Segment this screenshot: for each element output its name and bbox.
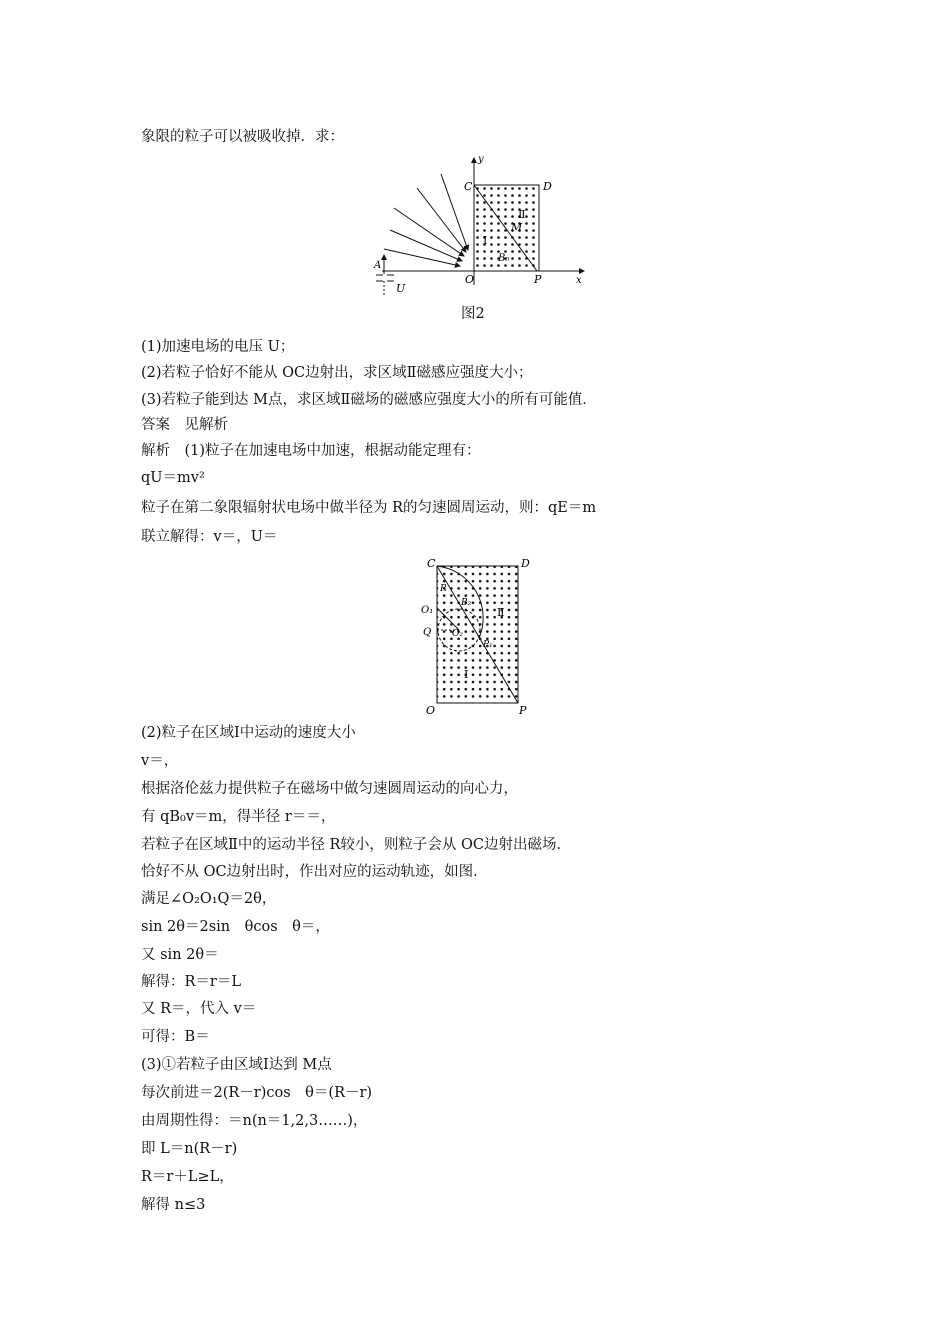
label-O1: O₁ bbox=[421, 605, 434, 616]
label-P: P bbox=[519, 704, 527, 716]
label-C: C bbox=[464, 180, 473, 193]
label-region2: Ⅱ bbox=[518, 208, 526, 221]
solution-line: sin 2θ＝2sin θcos θ＝， bbox=[141, 919, 330, 935]
solution-line: 有 qB₀v＝m，得半径 r＝＝， bbox=[141, 809, 336, 825]
problem-text-line: (2)若粒子恰好不能从 OC边射出，求区域Ⅱ磁感应强度大小； bbox=[141, 365, 533, 381]
label-D: D bbox=[521, 557, 530, 570]
figure-2-caption: 图2 bbox=[461, 306, 485, 322]
solution-line: 解析 (1)粒子在加速电场中加速，根据动能定理有： bbox=[141, 443, 481, 459]
problem-text-line: 象限的粒子可以被吸收掉．求： bbox=[141, 129, 344, 145]
label-region1: Ⅰ bbox=[483, 234, 488, 247]
label-M: M bbox=[511, 221, 523, 234]
solution-line: v＝， bbox=[141, 753, 179, 769]
label-A: A bbox=[374, 260, 382, 271]
problem-text-line: (3)若粒子能到达 M点，求区域Ⅱ磁场的磁感应强度大小的所有可能值． bbox=[141, 392, 597, 408]
answer-line: 答案 见解析 bbox=[141, 417, 228, 433]
solution-line: 根据洛伦兹力提供粒子在磁场中做匀速圆周运动的向心力， bbox=[141, 781, 518, 797]
solution-line: (3)①若粒子由区域Ⅰ达到 M点 bbox=[141, 1057, 332, 1073]
label-D: D bbox=[543, 180, 552, 193]
solution-line: R＝r＋L≥L， bbox=[141, 1169, 234, 1185]
solution-line: 即 L＝n(R－r) bbox=[141, 1141, 238, 1157]
solution-line: 解得 n≤3 bbox=[141, 1197, 206, 1213]
label-y: y bbox=[478, 154, 484, 165]
label-O2: O₂ bbox=[452, 629, 463, 639]
label-P1: P₁ bbox=[483, 640, 493, 650]
solution-line: 又 R＝，代入 v＝ bbox=[141, 1001, 257, 1017]
solution-line: 联立解得：v＝，U＝ bbox=[141, 529, 278, 545]
label-C: C bbox=[427, 557, 436, 570]
label-region1: Ⅰ bbox=[464, 668, 469, 681]
radial-field-lines bbox=[384, 174, 468, 266]
figure-3-diagram bbox=[419, 556, 539, 716]
solution-line: 又 sin 2θ＝ bbox=[141, 947, 219, 963]
solution-line: 解得：R＝r＝L bbox=[141, 974, 241, 990]
solution-line: 若粒子在区域Ⅱ中的运动半径 R较小，则粒子会从 OC边射出磁场． bbox=[141, 837, 571, 853]
solution-line: 每次前进＝2(R－r)cos θ＝(R－r) bbox=[141, 1085, 373, 1101]
label-O: O bbox=[465, 273, 475, 286]
label-P: P bbox=[534, 273, 542, 286]
problem-text-line: (1)加速电场的电压 U； bbox=[141, 339, 295, 355]
solution-line: qU＝mv² bbox=[141, 470, 205, 486]
solution-line: 恰好不从 OC边射出时，作出对应的运动轨迹，如图． bbox=[141, 864, 488, 880]
solution-line: 可得：B＝ bbox=[141, 1029, 210, 1045]
label-U: U bbox=[396, 282, 406, 295]
solution-line: (2)粒子在区域Ⅰ中运动的速度大小 bbox=[141, 725, 356, 741]
label-R: R bbox=[440, 584, 447, 594]
label-O: O bbox=[426, 704, 436, 716]
figure-2-diagram bbox=[362, 150, 622, 300]
solution-line: 满足∠O₂O₁Q＝2θ， bbox=[141, 891, 277, 907]
label-region2: Ⅱ bbox=[497, 606, 505, 619]
label-B0: B₀ bbox=[498, 253, 510, 264]
label-x: x bbox=[576, 275, 582, 286]
solution-line: 由周期性得：＝n(n＝1,2,3……)， bbox=[141, 1113, 368, 1129]
solution-line: 粒子在第二象限辐射状电场中做半径为 R的匀速圆周运动，则：qE＝m bbox=[141, 500, 597, 516]
label-Q: Q bbox=[423, 627, 432, 638]
label-B2: B₂ bbox=[461, 598, 472, 608]
